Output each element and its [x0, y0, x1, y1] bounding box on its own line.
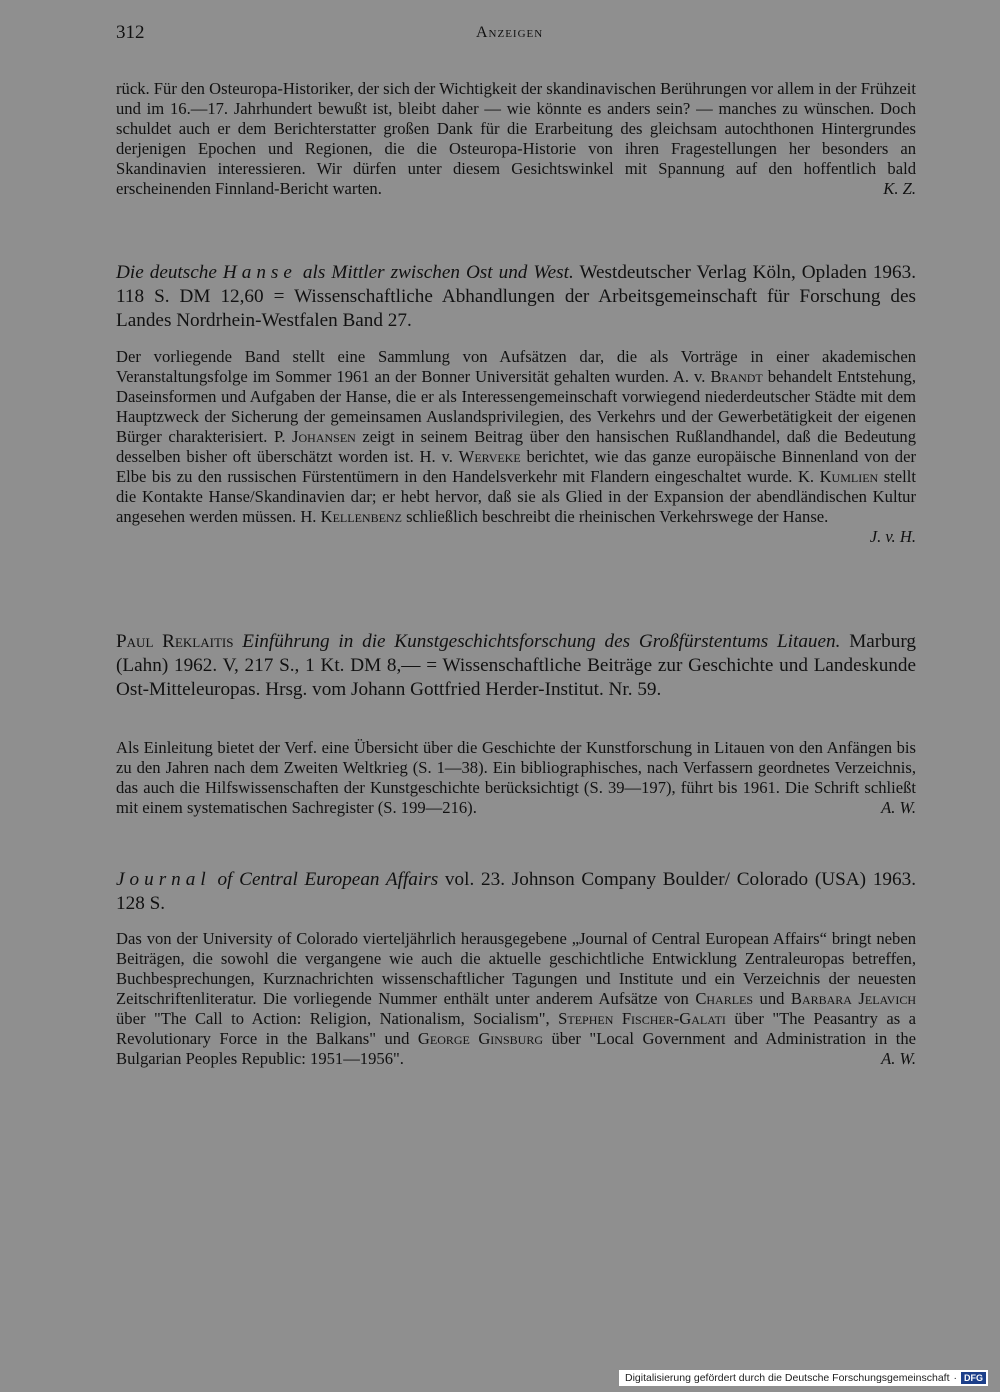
review1-title-b: als Mittler zwischen Ost und West.: [296, 262, 574, 283]
review3-text-3: über "The Call to Action: Religion, Nationalism, Socialism",: [116, 1009, 559, 1028]
review2-title: Einführung in die Kunstgeschichtsforschung des Großfürstentums Litauen.: [233, 631, 841, 652]
review1-text-5: stellt die Kontakte Hanse/Skandinavien dar; er hebt hervor, daß sie als Glied in der Expansion der abendländischen Kultur angesehen werden müssen. H.: [116, 467, 916, 526]
footer-text: Digitalisierung gefördert durch die Deutsche Forschungsgemeinschaft: [624, 1372, 950, 1384]
review1-bibliography: Westdeutscher Verlag Köln, Opladen 1963. 118 S. DM 12,60 = Wissenschaftliche Abhandlungen der Arbeitsgemeinschaft für Forschung des Landes Nordrhein-Westfalen Band 27.: [116, 262, 916, 331]
intro-signature: K. Z.: [883, 179, 916, 198]
intro-paragraph: [116, 79, 916, 199]
review3-bibliography: vol. 23. Johnson Company Boulder/ Colorado (USA) 1963. 128 S.: [116, 869, 916, 914]
review1-text-3: zeigt in seinem Beitrag über den hansischen Rußlandhandel, daß die Bedeutung desselben bisher oft überschätzt worden ist. H. v.: [116, 427, 916, 466]
review3-body: [116, 929, 916, 1069]
dfg-logo: DFG: [961, 1372, 986, 1384]
page-header: [116, 22, 916, 50]
review3-text-1: Das von der University of Colorado vierteljährlich herausgegebene „Journal of Central European Affairs“ bringt neben Beiträgen, die sowohl die vergangene wie auch die aktuelle geschichtliche Entwicklung Zentraleuropas betreffen, Buchbesprechungen, Kurznachrichten wissenschaftlicher Tagungen und Institute und ein Verzeichnis der neuesten Zeitschriftenliteratur. Die vorliegende Nummer enthält unter anderem Aufsätze von: [116, 929, 916, 1008]
review3-text-5: über "Local Government and Administration in the Bulgarian Peoples Republic: 1951—1956".: [116, 1029, 916, 1068]
review1-heading: [116, 261, 916, 333]
review3-text-2: und: [753, 989, 791, 1008]
review2-signature: A. W.: [881, 798, 916, 817]
review1-text-2: behandelt Entstehung, Daseinsformen und Aufgaben der Hanse, die er als Interessengemeinschaft vorwiegend niederdeutscher Städte mit dem Hauptzweck der Sicherung der gemeinsamen Auslandsprivilegien, des Verkehrs und der Gewerbetätigkeit der eigenen Bürger charakterisiert. P.: [116, 367, 916, 446]
review1-title-a: Die deutsche: [116, 262, 223, 283]
review3-text-4: über "The Peasantry as a Revolutionary Force in the Balkans" und: [116, 1009, 916, 1048]
author-name-jelavich: Barbara Jelavich: [790, 989, 917, 1008]
review2-text: Als Einleitung bietet der Verf. eine Übersicht über die Geschichte der Kunstforschung in Litauen von den Anfängen bis zu den Jahren nach dem Zweiten Weltkrieg (S. 1—38). Ein bibliographisches, nach Verfassern geordnetes Verzeichnis, das auch die Hilfswissenschaften der Kunstgeschichte berücksichtigt (S. 39—197), führt bis 1961. Die Schrift schließt mit einem systematischen Sachregister (S. 199—216).: [116, 738, 916, 817]
review2-bibliography: Marburg (Lahn) 1962. V, 217 S., 1 Kt. DM 8,— = Wissenschaftliche Beiträge zur Geschichte und Landeskunde Ost-Mitteleuropas. Hrsg. vom Johann Gottfried Herder-Institut. Nr. 59.: [116, 631, 916, 700]
review1-text-4: berichtet, wie das ganze europäische Binnenland von der Elbe bis zu den russischen Fürstentümern in den Handelsverkehr mit Flandern eingeschaltet wurde. K.: [116, 447, 916, 486]
review3-signature: A. W.: [881, 1049, 916, 1068]
review1-body: [116, 347, 916, 547]
review1-title-spaced: Hanse: [222, 262, 297, 283]
review1-text-1: Der vorliegende Band stellt eine Sammlung von Aufsätzen dar, die als Vorträge in einer akademischen Veranstaltungsfolge im Sommer 1961 an der Bonner Universität gehalten wurden. A. v.: [116, 347, 916, 386]
page-number: 312: [116, 22, 145, 43]
review2-heading: [116, 630, 916, 702]
running-title: Anzeigen: [476, 24, 544, 41]
author-name-fischer-galati: Stephen Fischer-Galati: [558, 1009, 726, 1028]
review1-signature: J. v. H.: [869, 527, 916, 546]
intro-text: rück. Für den Osteuropa-Historiker, der sich der Wichtigkeit der skandinavischen Berührungen vor allem in der Frühzeit und im 16.—17. Jahrhundert bewußt ist, bleibt daher — wie könnte es anders sein? — manches zu wünschen. Doch schuldet auch er dem Berichterstatter großen Dank für die Erarbeitung des gleichsam autochthonen Hintergrundes derjenigen Epochen und Regionen, die die Osteuropa-Historie von ihren Fragestellungen her besonders an Skandinavien interessieren. Wir dürfen unter diesem Gesichtswinkel mit Spannung auf den hoffentlich bald erscheinenden Finnland-Bericht warten.: [116, 79, 916, 198]
review3-title-b: of Central European Affairs: [210, 869, 439, 890]
author-name-johansen: Johansen: [292, 427, 356, 446]
review3-heading: [116, 868, 916, 916]
review3-title-spaced: Journal: [116, 869, 211, 890]
author-name-ginsburg: George Ginsburg: [417, 1029, 543, 1048]
author-name-brandt: Brandt: [710, 367, 763, 386]
dfg-funding-notice: Digitalisierung gefördert durch die Deutsche Forschungsgemeinschaft · DFG: [619, 1370, 988, 1386]
author-name-kellenbenz: Kellenbenz: [320, 507, 402, 526]
author-name-werveke: Werveke: [458, 447, 521, 466]
author-name-kumlien: Kumlien: [819, 467, 879, 486]
review2-author: Paul Reklaitis: [116, 631, 234, 652]
author-name-charles: Charles: [695, 989, 754, 1008]
review1-text-6: schließlich beschreibt die rheinischen Verkehrswege der Hanse.: [401, 507, 829, 526]
review2-body: [116, 738, 916, 818]
